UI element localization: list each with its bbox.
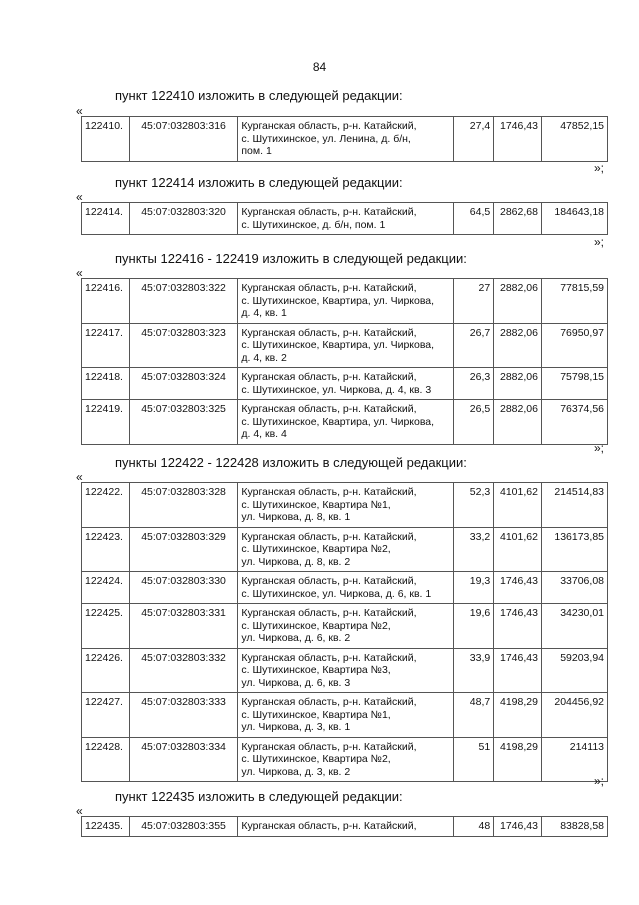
address-cell	[238, 203, 453, 235]
total-value: 33706,08	[541, 572, 607, 604]
address-line: Курганская область, р-н. Катайский,	[241, 371, 417, 383]
address-line: с. Шутихинское, Квартира №2,	[241, 619, 391, 632]
total-value: 136173,85	[541, 527, 607, 572]
cadastral-number: 45:07:032803:325	[129, 400, 238, 445]
address-cell	[238, 693, 453, 738]
address-cell	[238, 400, 453, 445]
address-cell	[238, 648, 453, 693]
address-line: д. 4, кв. 1	[241, 307, 287, 319]
address-cell	[238, 572, 453, 604]
address-line: Курганская область, р-н. Катайский,	[241, 530, 417, 543]
address-cell	[238, 323, 453, 368]
area-value: 26,3	[453, 368, 494, 400]
row-number: 122416.	[82, 279, 130, 324]
table-row	[82, 572, 608, 604]
section-heading: пункт 122414 изложить в следующей редакции:	[115, 175, 403, 190]
address-line: Курганская область, р-н. Катайский,	[241, 575, 417, 587]
row-number: 122435.	[82, 817, 130, 837]
section-table	[81, 202, 608, 235]
address-line: Курганская область, р-н. Катайский,	[241, 740, 417, 753]
area-value: 19,6	[453, 604, 494, 649]
total-value: 59203,94	[541, 648, 607, 693]
cadastral-number: 45:07:032803:323	[129, 323, 238, 368]
address-cell	[238, 604, 453, 649]
address-cell	[238, 737, 453, 782]
address-line: ул. Чиркова, д. 3, кв. 2	[241, 765, 351, 778]
address-line: Курганская область, р-н. Катайский,	[241, 206, 417, 218]
table-row	[82, 527, 608, 572]
unit-value: 1746,43	[494, 604, 542, 649]
area-value: 33,9	[453, 648, 494, 693]
address-line: Курганская область, р-н. Катайский,	[241, 120, 417, 132]
row-number: 122428.	[82, 737, 130, 782]
unit-value: 2882,06	[494, 279, 542, 324]
open-quote: «	[76, 804, 83, 818]
row-number: 122425.	[82, 604, 130, 649]
total-value: 214514,83	[541, 483, 607, 528]
cadastral-number: 45:07:032803:329	[129, 527, 238, 572]
address-line: Курганская область, р-н. Катайский,	[241, 326, 417, 339]
address-line: с. Шутихинское, ул. Чиркова, д. 4, кв. 3	[241, 383, 432, 396]
section-heading: пункт 122410 изложить в следующей редакции:	[115, 88, 403, 103]
address-line: Курганская область, р-н. Катайский,	[241, 651, 417, 664]
table-row	[82, 323, 608, 368]
address-line: с. Шутихинское, Квартира, ул. Чиркова,	[241, 294, 435, 307]
page-number: 84	[312, 60, 327, 74]
area-value: 48	[453, 817, 494, 837]
address-line: пом. 1	[241, 145, 272, 157]
address-line: Курганская область, р-н. Катайский,	[241, 403, 417, 415]
total-value: 204456,92	[541, 693, 607, 738]
cadastral-number: 45:07:032803:355	[129, 817, 238, 837]
close-quote: »;	[594, 441, 605, 455]
address-line: Курганская область, р-н. Катайский,	[241, 486, 417, 498]
address-line: с. Шутихинское, Квартира, ул. Чиркова,	[241, 415, 435, 428]
unit-value: 1746,43	[494, 117, 542, 162]
cadastral-number: 45:07:032803:331	[129, 604, 238, 649]
area-value: 51	[453, 737, 494, 782]
unit-value: 4198,29	[494, 693, 542, 738]
open-quote: «	[76, 266, 83, 280]
table-row	[82, 604, 608, 649]
cadastral-number: 45:07:032803:322	[129, 279, 238, 324]
address-line: с. Шутихинское, ул. Ленина, д. б/н,	[241, 132, 411, 145]
cadastral-number: 45:07:032803:320	[129, 203, 238, 235]
open-quote: «	[76, 470, 83, 484]
address-line: ул. Чиркова, д. 8, кв. 2	[241, 555, 351, 568]
section-table	[81, 816, 608, 837]
address-line: с. Шутихинское, Квартира, ул. Чиркова,	[241, 339, 435, 351]
address-cell	[238, 117, 453, 162]
section-table	[81, 278, 608, 445]
address-line: ул. Чиркова, д. 6, кв. 3	[241, 676, 351, 689]
table-row	[82, 693, 608, 738]
address-line: с. Шутихинское, Квартира №3,	[241, 664, 391, 676]
table-row	[82, 737, 608, 782]
area-value: 52,3	[453, 483, 494, 528]
row-number: 122410.	[82, 117, 130, 162]
open-quote: «	[76, 190, 83, 204]
address-line: Курганская область, р-н. Катайский,	[241, 820, 417, 832]
close-quote: »;	[594, 774, 605, 788]
area-value: 19,3	[453, 572, 494, 604]
address-line: с. Шутихинское, д. б/н, пом. 1	[241, 218, 386, 231]
cadastral-number: 45:07:032803:334	[129, 737, 238, 782]
row-number: 122417.	[82, 323, 130, 368]
address-line: с. Шутихинское, Квартира №1,	[241, 708, 391, 721]
row-number: 122419.	[82, 400, 130, 445]
address-cell	[238, 483, 453, 528]
area-value: 27,4	[453, 117, 494, 162]
close-quote: »;	[594, 235, 605, 249]
row-number: 122426.	[82, 648, 130, 693]
row-number: 122423.	[82, 527, 130, 572]
total-value: 76950,97	[541, 323, 607, 368]
area-value: 33,2	[453, 527, 494, 572]
unit-value: 4101,62	[494, 527, 542, 572]
address-line: с. Шутихинское, Квартира №1,	[241, 498, 391, 511]
section-heading: пункт 122435 изложить в следующей редакции:	[115, 789, 403, 804]
address-line: ул. Чиркова, д. 3, кв. 1	[241, 721, 351, 733]
total-value: 76374,56	[541, 400, 607, 445]
cadastral-number: 45:07:032803:328	[129, 483, 238, 528]
cadastral-number: 45:07:032803:333	[129, 693, 238, 738]
address-line: д. 4, кв. 2	[241, 351, 287, 364]
unit-value: 1746,43	[494, 648, 542, 693]
section-table	[81, 116, 608, 162]
open-quote: «	[76, 104, 83, 118]
table-row	[82, 483, 608, 528]
unit-value: 4198,29	[494, 737, 542, 782]
address-line: Курганская область, р-н. Катайский,	[241, 696, 417, 708]
area-value: 26,7	[453, 323, 494, 368]
unit-value: 1746,43	[494, 572, 542, 604]
unit-value: 2882,06	[494, 323, 542, 368]
area-value: 27	[453, 279, 494, 324]
area-value: 64,5	[453, 203, 494, 235]
unit-value: 2882,06	[494, 400, 542, 445]
total-value: 83828,58	[541, 817, 607, 837]
cadastral-number: 45:07:032803:316	[129, 117, 238, 162]
total-value: 77815,59	[541, 279, 607, 324]
section-heading: пункты 122416 - 122419 изложить в следующей редакции:	[115, 251, 467, 266]
address-line: ул. Чиркова, д. 6, кв. 2	[241, 632, 351, 644]
area-value: 26,5	[453, 400, 494, 445]
close-quote: »;	[594, 161, 605, 175]
unit-value: 4101,62	[494, 483, 542, 528]
cadastral-number: 45:07:032803:324	[129, 368, 238, 400]
address-cell	[238, 368, 453, 400]
unit-value: 2882,06	[494, 368, 542, 400]
table-row	[82, 117, 608, 162]
row-number: 122418.	[82, 368, 130, 400]
address-line: Курганская область, р-н. Катайский,	[241, 282, 417, 294]
total-value: 34230,01	[541, 604, 607, 649]
row-number: 122427.	[82, 693, 130, 738]
address-cell	[238, 279, 453, 324]
section-table	[81, 482, 608, 782]
row-number: 122414.	[82, 203, 130, 235]
cadastral-number: 45:07:032803:330	[129, 572, 238, 604]
address-line: с. Шутихинское, Квартира №2,	[241, 543, 391, 555]
table-row	[82, 368, 608, 400]
row-number: 122424.	[82, 572, 130, 604]
table-row	[82, 279, 608, 324]
table-row	[82, 400, 608, 445]
address-line: д. 4, кв. 4	[241, 428, 287, 440]
section-heading: пункты 122422 - 122428 изложить в следующей редакции:	[115, 455, 467, 470]
unit-value: 2862,68	[494, 203, 542, 235]
address-cell	[238, 527, 453, 572]
address-line: с. Шутихинское, ул. Чиркова, д. 6, кв. 1	[241, 587, 432, 600]
total-value: 75798,15	[541, 368, 607, 400]
total-value: 184643,18	[541, 203, 607, 235]
total-value: 214113	[541, 737, 607, 782]
area-value: 48,7	[453, 693, 494, 738]
unit-value: 1746,43	[494, 817, 542, 837]
row-number: 122422.	[82, 483, 130, 528]
total-value: 47852,15	[541, 117, 607, 162]
address-cell	[238, 817, 453, 837]
table-row	[82, 203, 608, 235]
address-line: ул. Чиркова, д. 8, кв. 1	[241, 511, 351, 523]
cadastral-number: 45:07:032803:332	[129, 648, 238, 693]
address-line: с. Шутихинское, Квартира №2,	[241, 753, 391, 765]
address-line: Курганская область, р-н. Катайский,	[241, 607, 417, 619]
table-row	[82, 817, 608, 837]
table-row	[82, 648, 608, 693]
